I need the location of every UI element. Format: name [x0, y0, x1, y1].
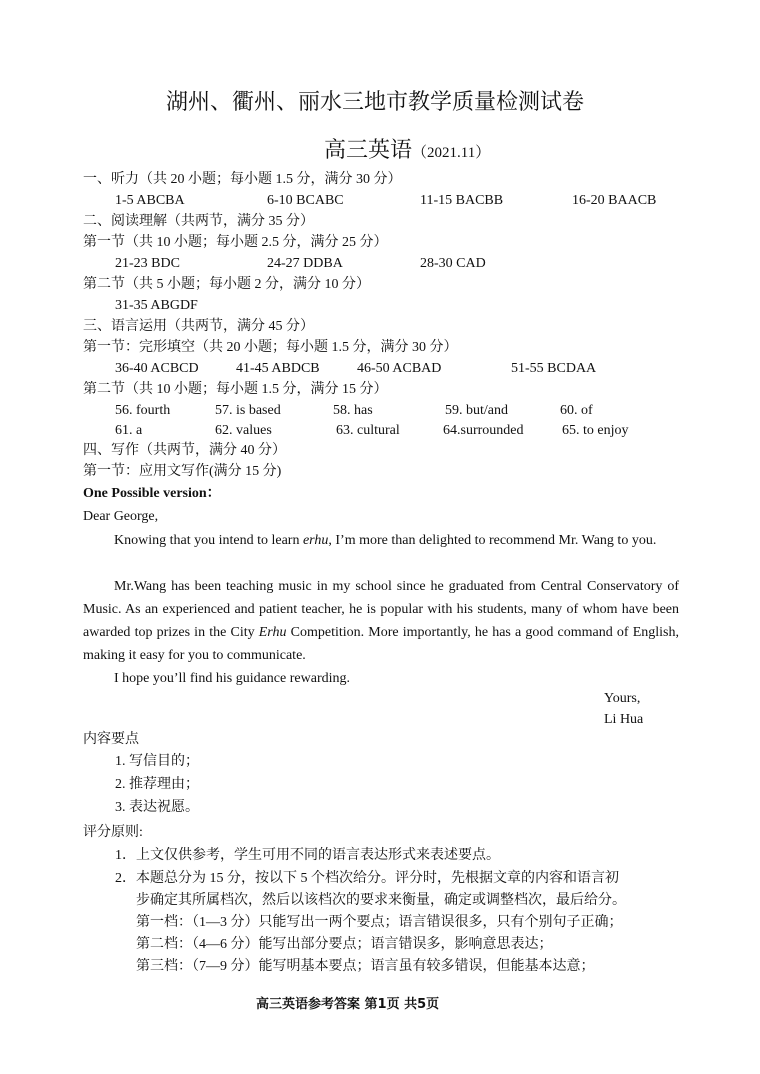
key-point-item: 3. 表达祝愿。: [115, 800, 199, 815]
answer-group: 46-50 ACBAD: [357, 361, 442, 376]
subject-label: 高三英语: [324, 137, 413, 162]
page-title: 湖州、衢州、丽水三地市教学质量检测试卷: [166, 89, 585, 114]
letter-paragraph: I hope you’ll find his guidance rewarding.: [114, 671, 350, 686]
paragraph-text: Knowing that you intend to learn: [114, 533, 303, 548]
writing-section1-heading: 第一节：应用文写作(满分 15 分): [83, 464, 282, 479]
key-points-heading: 内容要点: [83, 732, 139, 747]
answer-group: 24-27 DDBA: [267, 256, 343, 271]
fill-answer: 62. values: [215, 423, 272, 438]
fill-answer: 59. but/and: [445, 403, 508, 418]
listening-heading: 一、听力（共 20 小题；每小题 1.5 分，满分 30 分）: [83, 172, 402, 187]
answer-group: 51-55 BCDAA: [511, 361, 597, 376]
reading-heading: 二、阅读理解（共两节，满分 35 分）: [83, 214, 314, 229]
fill-answer: 58. has: [333, 403, 373, 418]
letter-paragraph: [83, 575, 679, 667]
language-heading: 三、语言运用（共两节，满分 45 分）: [83, 319, 314, 334]
language-section1-heading: 第一节：完形填空（共 20 小题；每小题 1.5 分，满分 30 分）: [83, 340, 458, 355]
fill-answer: 57. is based: [215, 403, 281, 418]
emphasized-term: erhu: [302, 533, 329, 548]
paragraph-text: , I’m more than delighted to recommend Mr. Wang to you.: [328, 533, 657, 548]
scoring-rule: 2．本题总分为 15 分，按以下 5 个档次给分。评分时，先根据文章的内容和语言初: [115, 871, 619, 886]
emphasized-term: Erhu: [258, 625, 287, 640]
grade-band: 第二档：（4—6 分）能写出部分要点；语言错误多，影响意思表达；: [136, 937, 553, 952]
fill-answer: 64.surrounded: [443, 423, 524, 438]
answer-group: 21-23 BDC: [115, 256, 180, 271]
answer-group: 6-10 BCABC: [267, 193, 344, 208]
fill-answer: 56. fourth: [115, 403, 171, 418]
reading-section2-heading: 第二节（共 5 小题；每小题 2 分，满分 10 分）: [83, 277, 370, 292]
scoring-rule: 1．上文仅供参考，学生可用不同的语言表达形式来表述要点。: [115, 848, 500, 863]
answer-group: 28-30 CAD: [420, 256, 486, 271]
key-point-item: 2. 推荐理由；: [115, 777, 199, 792]
answer-group: 36-40 ACBCD: [115, 361, 199, 376]
letter-closing: Yours,: [604, 691, 641, 706]
letter-signature: Li Hua: [604, 712, 644, 727]
page-subtitle: [324, 136, 490, 167]
answer-group: 1-5 ABCBA: [115, 193, 185, 208]
letter-salutation: Dear George,: [83, 509, 159, 524]
paragraph-text: Mr.Wang has been teaching music in my school since he graduated from Central Conservatory of Music. As an experienced and patient teacher, he is popular with his students, many of whom have been awarded top prizes in the City: [83, 579, 679, 640]
answer-group: 11-15 BACBB: [420, 193, 504, 208]
version-label: One Possible version：: [83, 486, 221, 501]
writing-heading: 四、写作（共两节，满分 40 分）: [83, 443, 286, 458]
scoring-rule-continued: 步确定其所属档次，然后以该档次的要求来衡量，确定或调整档次，最后给分。: [136, 893, 626, 908]
answer-group: 41-45 ABDCB: [236, 361, 320, 376]
language-section2-heading: 第二节（共 10 小题；每小题 1.5 分，满分 15 分）: [83, 382, 388, 397]
scoring-heading: 评分原则:: [83, 825, 143, 840]
grade-band: 第三档：（7—9 分）能写明基本要点；语言虽有较多错误，但能基本达意；: [136, 959, 595, 974]
answer-group: 31-35 ABGDF: [115, 298, 198, 313]
key-point-item: 1. 写信目的；: [115, 754, 199, 769]
grade-band: 第一档：（1—3 分）只能写出一两个要点；语言错误很多，只有个别句子正确；: [136, 915, 623, 930]
fill-answer: 61. a: [115, 423, 143, 438]
paragraph-text: Competition. More importantly, he has a good command of English, making it easy for you to communicate.: [83, 625, 679, 663]
page-footer: 高三英语参考答案 第1页 共5页: [256, 997, 440, 1012]
letter-paragraph: [83, 529, 679, 552]
fill-answer: 60. of: [560, 403, 593, 418]
fill-answer: 65. to enjoy: [562, 423, 629, 438]
reading-section1-heading: 第一节（共 10 小题；每小题 2.5 分，满分 25 分）: [83, 235, 388, 250]
answer-group: 16-20 BAACB: [572, 193, 657, 208]
exam-date: （2021.11）: [412, 145, 491, 161]
fill-answer: 63. cultural: [336, 423, 400, 438]
